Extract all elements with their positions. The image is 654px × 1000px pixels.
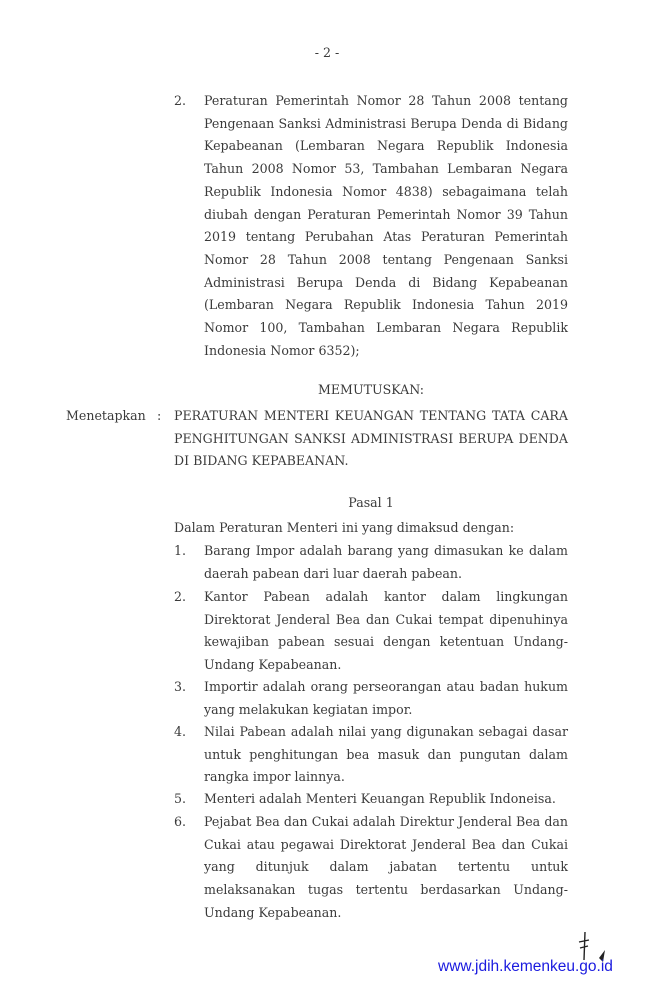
item-text: Nilai Pabean adalah nilai yang digunakan sebagai dasar untuk penghitungan bea masuk dan pungutan dalam rangka impor lainnya. — [204, 724, 568, 785]
definition-item — [174, 540, 568, 585]
item-number: 5. — [174, 791, 187, 806]
item-text: Menteri adalah Menteri Keuangan Republik Indoneisa. — [204, 791, 556, 806]
definition-item — [174, 788, 568, 811]
page-number: - 2 - — [314, 45, 340, 60]
regulation-title: PERATURAN MENTERI KEUANGAN TENTANG TATA CARA PENGHITUNGAN SANKSI ADMINISTRASI BERUPA DENDA DI BIDANG KEPABEANAN. — [174, 408, 568, 469]
definition-item — [174, 676, 568, 721]
item-text: Barang Impor adalah barang yang dimasukan ke dalam daerah pabean dari luar daerah pabean. — [204, 543, 568, 581]
establish-label: Menetapkan — [66, 408, 146, 423]
decision-heading: MEMUTUSKAN: — [317, 382, 425, 397]
item-number: 2. — [174, 589, 187, 604]
considering-item — [174, 90, 568, 362]
article-intro: Dalam Peraturan Menteri ini yang dimaksud dengan: — [174, 520, 515, 535]
definition-item — [174, 811, 568, 925]
establish-colon: : — [157, 408, 162, 423]
item-number: 2. — [174, 93, 187, 108]
item-number: 3. — [174, 679, 187, 694]
footer-url[interactable]: www.jdih.kemenkeu.go.id — [438, 958, 613, 975]
item-text: Importir adalah orang perseorangan atau badan hukum yang melakukan kegiatan impor. — [204, 679, 568, 717]
article-title: Pasal 1 — [348, 495, 394, 510]
item-number: 1. — [174, 543, 187, 558]
definition-item — [174, 586, 568, 677]
item-number: 4. — [174, 724, 187, 739]
definition-item — [174, 721, 568, 789]
item-number: 6. — [174, 814, 187, 829]
item-text: Pejabat Bea dan Cukai adalah Direktur Jenderal Bea dan Cukai atau pegawai Direktorat Jenderal Bea dan Cukai yang ditunjuk dalam jabatan tertentu untuk melaksanakan tugas tertentu berdasarkan Undang-Undang Kepabeanan. — [204, 814, 568, 920]
item-text: Kantor Pabean adalah kantor dalam lingkungan Direktorat Jenderal Bea dan Cukai tempat dipenuhinya kewajiban pabean sesuai dengan ketentuan Undang-Undang Kepabeanan. — [204, 589, 568, 673]
item-text: Peraturan Pemerintah Nomor 28 Tahun 2008 tentang Pengenaan Sanksi Administrasi Berupa Denda di Bidang Kepabeanan (Lembaran Negara Republik Indonesia Tahun 2008 Nomor 53, Tambahan Lembaran Negara Republik Indonesia Nomor 4838) sebagaimana telah diubah dengan Peraturan Pemerintah Nomor 39 Tahun 2019 tentang Perubahan Atas Peraturan Pemerintah Nomor 28 Tahun 2008 tentang Pengenaan Sanksi Administrasi Berupa Denda di Bidang Kepabeanan (Lembaran Negara Republik Indonesia Tahun 2019 Nomor 100, Tambahan Lembaran Negara Republik Indonesia Nomor 6352); — [204, 93, 568, 358]
